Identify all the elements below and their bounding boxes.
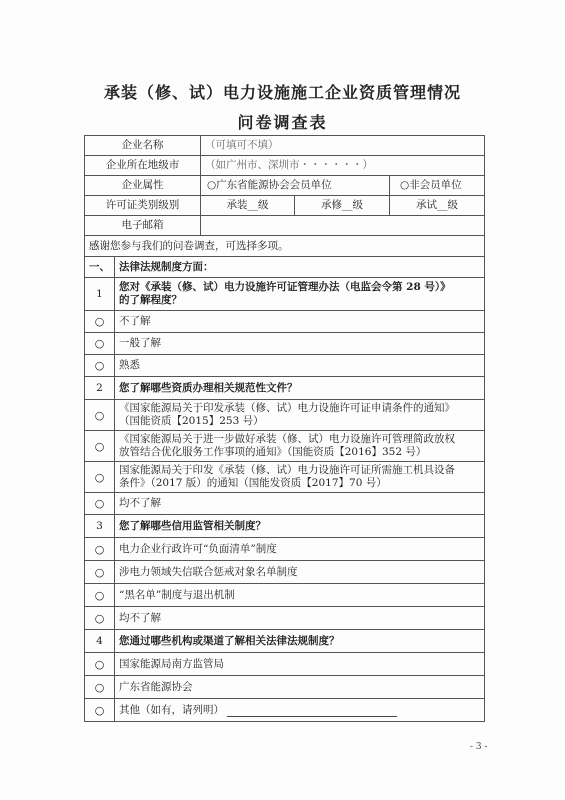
- option-label: “黑名单”制度与退出机制: [115, 584, 485, 607]
- page-number: - 3 -: [470, 742, 488, 752]
- option-label: 不了解: [115, 311, 485, 333]
- option-row: [85, 538, 485, 561]
- city-field[interactable]: （如广州市、深圳市・・・・・・）: [201, 156, 485, 176]
- license-install-field[interactable]: 承装__级: [201, 196, 295, 216]
- option-row: [85, 333, 485, 355]
- option-row: [85, 676, 485, 699]
- company-name-row: [85, 136, 485, 156]
- option-row: [85, 561, 485, 584]
- intro-text: 感谢您参与我们的问卷调查，可选择多项。: [85, 236, 485, 257]
- question-number: 1: [85, 278, 115, 311]
- question-number: 2: [85, 377, 115, 400]
- radio-icon[interactable]: ○: [85, 311, 115, 333]
- option-label: 国家能源局关于印发《承装（修、试）电力设施许可证所需施工机具设备 条件》（2017 版）的通知（国能发资质【2017】70 号）: [115, 462, 485, 493]
- option-label-other: [115, 699, 485, 722]
- question-text: 您通过哪些机构或渠道了解相关法律法规制度？: [115, 630, 485, 653]
- radio-icon[interactable]: ○: [85, 538, 115, 561]
- email-label: 电子邮箱: [85, 216, 201, 236]
- question-number: 3: [85, 515, 115, 538]
- option-row: [85, 400, 485, 431]
- company-name-field[interactable]: （可填可不填）: [201, 136, 485, 156]
- option-row: [85, 431, 485, 462]
- option-label: 均不了解: [115, 493, 485, 515]
- option-label: 其他（如有，请列明）: [119, 703, 224, 716]
- question-row: [85, 377, 485, 400]
- license-label: 许可证类别级别: [85, 196, 201, 216]
- option-row: [85, 355, 485, 377]
- radio-icon[interactable]: ○: [85, 431, 115, 462]
- option-label: 熟悉: [115, 355, 485, 377]
- option-label: 涉电力领域失信联合惩戒对象名单制度: [115, 561, 485, 584]
- license-repair-field[interactable]: 承修__级: [295, 196, 390, 216]
- option-label: 均不了解: [115, 607, 485, 630]
- radio-icon[interactable]: ○: [85, 462, 115, 493]
- option-label: 一般了解: [115, 333, 485, 355]
- form-subtitle: 问卷调查表: [237, 113, 328, 132]
- radio-icon[interactable]: ○: [85, 607, 115, 630]
- question-text: 您了解哪些资质办理相关规范性文件？: [115, 377, 485, 400]
- option-row: [85, 607, 485, 630]
- survey-table: [84, 135, 485, 722]
- radio-icon[interactable]: ○: [85, 333, 115, 355]
- radio-icon[interactable]: ○: [85, 676, 115, 699]
- question-row: [85, 630, 485, 653]
- question-row: [85, 515, 485, 538]
- option-row: [85, 493, 485, 515]
- section-row: [85, 257, 485, 278]
- license-test-field[interactable]: 承试__级: [390, 196, 485, 216]
- section-number: 一、: [85, 257, 115, 278]
- question-text: 您对《承装（修、试）电力设施许可证管理办法（电监会令第 28 号）》 的了解程度？: [115, 278, 485, 311]
- radio-icon[interactable]: ○: [85, 561, 115, 584]
- radio-icon[interactable]: ○: [85, 493, 115, 515]
- option-label: 电力企业行政许可“负面清单”制度: [115, 538, 485, 561]
- form-title: 承装（修、试）电力设施施工企业资质管理情况: [103, 83, 461, 102]
- city-label: 企业所在地级市: [85, 156, 201, 176]
- email-row: [85, 216, 485, 236]
- intro-row: [85, 236, 485, 257]
- option-row: [85, 584, 485, 607]
- other-fill-field[interactable]: [227, 706, 397, 717]
- radio-icon[interactable]: ○: [85, 699, 115, 722]
- option-row: [85, 311, 485, 333]
- radio-icon[interactable]: ○: [85, 653, 115, 676]
- radio-icon[interactable]: ○: [85, 584, 115, 607]
- option-label: 广东省能源协会: [115, 676, 485, 699]
- email-field[interactable]: [201, 216, 485, 236]
- license-row: [85, 196, 485, 216]
- option-row: [85, 699, 485, 722]
- radio-icon[interactable]: ○: [85, 400, 115, 431]
- section-title: 法律法规制度方面：: [115, 257, 485, 278]
- option-label: 国家能源局南方监管局: [115, 653, 485, 676]
- radio-icon[interactable]: ○: [85, 355, 115, 377]
- option-row: [85, 462, 485, 493]
- option-label: 《国家能源局关于进一步做好承装（修、试）电力设施许可管理简政放权 放管结合优化服务工作事项的通知》（国能资质【2016】352 号）: [115, 431, 485, 462]
- attr-row: [85, 176, 485, 196]
- option-row: [85, 653, 485, 676]
- attr-option-nonmember[interactable]: ○非会员单位: [390, 176, 485, 196]
- question-row: [85, 278, 485, 311]
- city-row: [85, 156, 485, 176]
- attr-label: 企业属性: [85, 176, 201, 196]
- company-name-label: 企业名称: [85, 136, 201, 156]
- attr-option-member[interactable]: ○广东省能源协会会员单位: [201, 176, 390, 196]
- question-number: 4: [85, 630, 115, 653]
- option-label: 《国家能源局关于印发承装（修、试）电力设施许可证申请条件的通知》 （国能资质【2015】253 号）: [115, 400, 485, 431]
- question-text: 您了解哪些信用监管相关制度？: [115, 515, 485, 538]
